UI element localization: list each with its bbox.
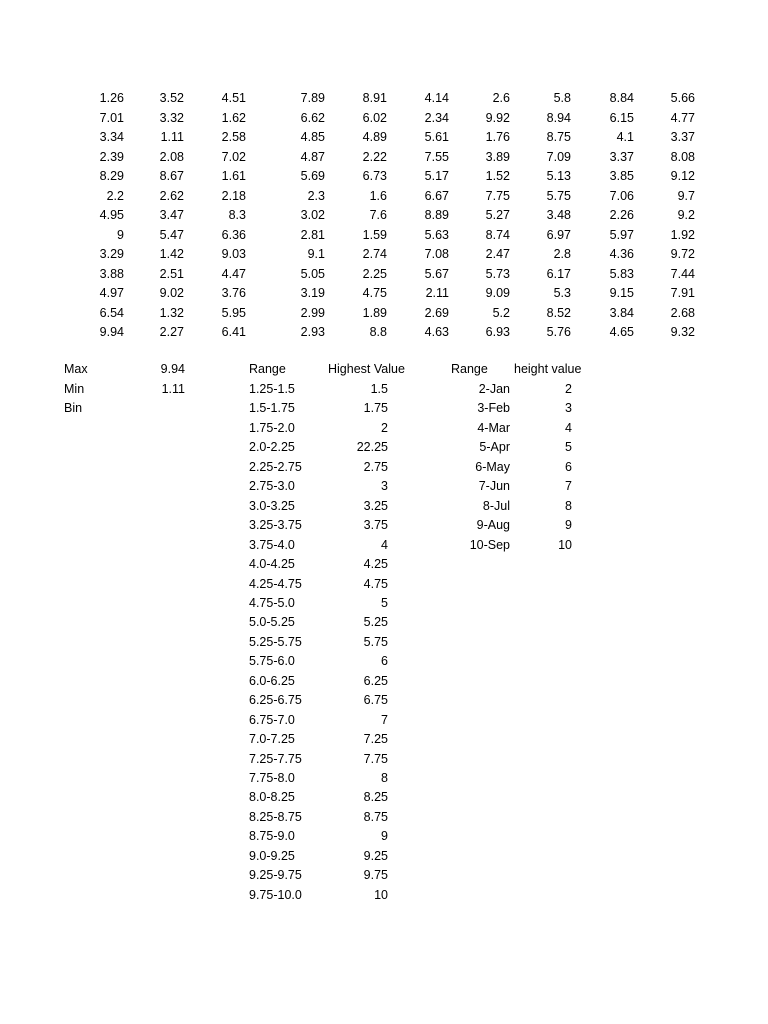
range-cell: 9.75-10.0	[249, 887, 302, 902]
highest-value-cell: 4.75	[363, 576, 388, 591]
grid-cell: 4.36	[609, 247, 634, 261]
grid-cell: 6.67	[424, 188, 449, 203]
grid-cell: 1.52	[485, 169, 510, 183]
range-cell: 4.0-4.25	[249, 557, 295, 572]
range-cell: 4.25-4.75	[249, 576, 302, 591]
grid-cell: 8.74	[485, 227, 510, 242]
highest-value-cell: 3.75	[363, 518, 388, 533]
range-cell: 3.25-3.75	[249, 518, 302, 533]
grid-cell: 3.88	[99, 266, 124, 281]
range-cell: 1.25-1.5	[249, 382, 295, 396]
grid-cell: 5.63	[424, 227, 449, 242]
grid-cell: 4.63	[424, 325, 449, 339]
grid-cell: 9.94	[99, 325, 124, 339]
height-value-cell: 2	[565, 382, 572, 396]
grid-cell: 4.95	[99, 208, 124, 222]
grid-cell: 9.72	[670, 247, 695, 261]
grid-row	[60, 245, 710, 265]
grid-cell: 7.6	[369, 208, 387, 222]
grid-row	[60, 187, 710, 207]
highest-value-cell: 6.75	[363, 693, 388, 708]
date-range-cell: 6-May	[475, 459, 510, 474]
grid-cell: 2.34	[424, 110, 449, 125]
grid-cell: 8.8	[369, 325, 387, 339]
date-range-cell: 8-Jul	[482, 498, 510, 513]
height-value-cell: 4	[565, 420, 572, 435]
highest-value-cell: 4	[381, 537, 388, 552]
highest-value-header: Highest Value	[328, 362, 405, 376]
range-cell: 7.0-7.25	[249, 732, 295, 747]
grid-row	[60, 167, 710, 187]
grid-cell: 5.2	[492, 305, 510, 320]
range-cell: 2.25-2.75	[249, 459, 302, 474]
grid-cell: 8.75	[546, 130, 571, 144]
grid-cell: 2.8	[553, 247, 571, 261]
grid-cell: 9.2	[677, 208, 695, 222]
date-range-cell: 4-Mar	[477, 420, 510, 435]
highest-value-cell: 5.75	[363, 634, 388, 649]
grid-cell: 3.02	[300, 208, 325, 222]
grid-cell: 2.51	[159, 266, 184, 281]
grid-cell: 1.89	[362, 305, 387, 320]
grid-cell: 9.7	[677, 188, 695, 203]
grid-cell: 8.52	[546, 305, 571, 320]
highest-value-cell: 8.25	[363, 790, 388, 805]
grid-cell: 6.93	[485, 325, 510, 339]
grid-cell: 2.6	[492, 91, 510, 105]
grid-cell: 1.26	[99, 91, 124, 105]
date-range-cell: 2-Jan	[478, 382, 510, 396]
grid-cell: 3.48	[546, 208, 571, 222]
grid-cell: 4.14	[424, 91, 449, 105]
grid-cell: 7.44	[670, 266, 695, 281]
highest-value-cell: 9	[381, 829, 388, 844]
grid-row	[60, 304, 710, 324]
grid-cell: 5.17	[424, 169, 449, 183]
min-label: Min	[64, 382, 85, 396]
grid-cell: 5.27	[485, 208, 510, 222]
grid-cell: 7.02	[221, 149, 246, 164]
grid-cell: 2.18	[221, 188, 246, 203]
grid-row	[60, 226, 710, 246]
grid-cell: 9.32	[670, 325, 695, 339]
grid-cell: 6.62	[300, 110, 325, 125]
grid-cell: 8.08	[670, 149, 695, 164]
grid-cell: 4.65	[609, 325, 634, 339]
height-value-cell: 10	[558, 537, 572, 552]
grid-cell: 7.08	[424, 247, 449, 261]
grid-row	[60, 284, 710, 304]
grid-row	[60, 323, 710, 343]
range-cell: 6.25-6.75	[249, 693, 302, 708]
grid-cell: 5.95	[221, 305, 246, 320]
grid-cell: 3.37	[609, 149, 634, 164]
grid-cell: 2.68	[670, 305, 695, 320]
grid-cell: 9	[117, 227, 124, 242]
grid-cell: 1.62	[221, 110, 246, 125]
highest-value-cell: 9.25	[363, 848, 388, 863]
grid-cell: 6.41	[221, 325, 246, 339]
highest-value-cell: 8.75	[363, 809, 388, 824]
grid-cell: 5.66	[670, 91, 695, 105]
grid-cell: 2.81	[300, 227, 325, 242]
grid-cell: 4.75	[362, 286, 387, 300]
grid-cell: 5.47	[159, 227, 184, 242]
grid-cell: 6.15	[609, 110, 634, 125]
grid-cell: 4.85	[300, 130, 325, 144]
grid-cell: 6.17	[546, 266, 571, 281]
grid-cell: 4.51	[221, 91, 246, 105]
range-cell: 5.25-5.75	[249, 634, 302, 649]
highest-value-cell: 22.25	[356, 440, 388, 455]
highest-value-cell: 2	[381, 420, 388, 435]
highest-value-cell: 4.25	[363, 557, 388, 572]
range-cell: 6.75-7.0	[249, 712, 295, 727]
range-cell: 9.25-9.75	[249, 868, 302, 883]
grid-cell: 2.22	[362, 149, 387, 164]
height-value-cell: 9	[565, 518, 572, 533]
highest-value-cell: 2.75	[363, 459, 388, 474]
grid-cell: 5.73	[485, 266, 510, 281]
range-header: Range	[249, 362, 286, 376]
range-cell: 7.75-8.0	[249, 771, 295, 785]
grid-row	[60, 148, 710, 168]
grid-cell: 7.01	[99, 110, 124, 125]
height-value-cell: 5	[565, 440, 572, 455]
grid-cell: 7.55	[424, 149, 449, 164]
grid-cell: 8.84	[609, 91, 634, 105]
grid-row	[60, 89, 710, 109]
range-cell: 5.75-6.0	[249, 654, 295, 669]
max-value: 9.94	[160, 362, 185, 376]
grid-cell: 2.47	[485, 247, 510, 261]
grid-cell: 5.83	[609, 266, 634, 281]
date-range-cell: 9-Aug	[476, 518, 510, 533]
range-cell: 2.0-2.25	[249, 440, 295, 455]
grid-cell: 1.32	[159, 305, 184, 320]
range-cell: 7.25-7.75	[249, 751, 302, 766]
grid-cell: 7.89	[300, 91, 325, 105]
highest-value-cell: 7.75	[363, 751, 388, 766]
grid-cell: 3.47	[159, 208, 184, 222]
range-cell: 9.0-9.25	[249, 848, 295, 863]
highest-value-cell: 10	[374, 887, 388, 902]
highest-value-cell: 3	[381, 479, 388, 494]
grid-cell: 7.06	[609, 188, 634, 203]
min-value: 1.11	[161, 382, 185, 396]
grid-cell: 1.42	[159, 247, 184, 261]
grid-cell: 1.61	[221, 169, 246, 183]
grid-row	[60, 265, 710, 285]
grid-cell: 2.2	[106, 188, 124, 203]
grid-cell: 2.99	[300, 305, 325, 320]
grid-cell: 5.76	[546, 325, 571, 339]
grid-cell: 5.67	[424, 266, 449, 281]
date-range-header: Range	[451, 362, 488, 376]
grid-cell: 5.97	[609, 227, 634, 242]
grid-cell: 3.29	[99, 247, 124, 261]
highest-value-cell: 8	[381, 771, 388, 785]
highest-value-cell: 1.75	[363, 401, 388, 416]
grid-cell: 2.69	[424, 305, 449, 320]
date-range-cell: 3-Feb	[477, 401, 510, 416]
height-value-header: height value	[514, 362, 582, 376]
highest-value-cell: 7.25	[363, 732, 388, 747]
highest-value-cell: 9.75	[363, 868, 388, 883]
grid-cell: 8.3	[228, 208, 246, 222]
range-cell: 3.0-3.25	[249, 498, 295, 513]
height-value-cell: 6	[565, 459, 572, 474]
date-range-cell: 5-Apr	[479, 440, 510, 455]
grid-cell: 9.02	[159, 286, 184, 300]
grid-cell: 2.25	[362, 266, 387, 281]
grid-cell: 6.97	[546, 227, 571, 242]
grid-cell: 2.58	[221, 130, 246, 144]
grid-cell: 3.89	[485, 149, 510, 164]
grid-cell: 6.54	[99, 305, 124, 320]
grid-cell: 3.37	[670, 130, 695, 144]
grid-cell: 7.75	[485, 188, 510, 203]
grid-cell: 2.11	[425, 286, 449, 300]
grid-cell: 3.19	[300, 286, 325, 300]
grid-cell: 2.74	[362, 247, 387, 261]
grid-cell: 2.26	[609, 208, 634, 222]
grid-cell: 5.05	[300, 266, 325, 281]
grid-cell: 5.13	[546, 169, 571, 183]
grid-cell: 7.09	[546, 149, 571, 164]
grid-cell: 9.12	[670, 169, 695, 183]
range-cell: 8.25-8.75	[249, 809, 302, 824]
grid-cell: 1.76	[485, 130, 510, 144]
highest-value-cell: 5.25	[363, 615, 388, 630]
grid-cell: 4.1	[616, 130, 634, 144]
grid-cell: 4.89	[362, 130, 387, 144]
grid-cell: 8.67	[159, 169, 184, 183]
grid-cell: 9.03	[221, 247, 246, 261]
grid-cell: 3.52	[159, 91, 184, 105]
range-cell: 8.75-9.0	[249, 829, 295, 844]
range-cell: 4.75-5.0	[249, 595, 295, 610]
grid-cell: 9.1	[307, 247, 325, 261]
grid-cell: 3.84	[609, 305, 634, 320]
grid-cell: 4.87	[300, 149, 325, 164]
grid-cell: 8.94	[546, 110, 571, 125]
grid-cell: 5.8	[553, 91, 571, 105]
highest-value-cell: 3.25	[363, 498, 388, 513]
data-grid	[60, 89, 710, 343]
max-label: Max	[64, 362, 88, 376]
grid-cell: 2.08	[159, 149, 184, 164]
grid-cell: 4.47	[221, 266, 246, 281]
grid-cell: 1.6	[369, 188, 387, 203]
grid-cell: 5.61	[424, 130, 449, 144]
grid-cell: 1.59	[362, 227, 387, 242]
grid-cell: 3.32	[159, 110, 184, 125]
range-cell: 2.75-3.0	[249, 479, 295, 494]
grid-cell: 3.76	[221, 286, 246, 300]
grid-row	[60, 128, 710, 148]
grid-cell: 6.73	[362, 169, 387, 183]
grid-cell: 2.39	[99, 149, 124, 164]
grid-cell: 5.3	[553, 286, 571, 300]
grid-row	[60, 206, 710, 226]
grid-cell: 4.77	[670, 110, 695, 125]
range-cell: 1.75-2.0	[249, 420, 295, 435]
grid-cell: 6.36	[221, 227, 246, 242]
grid-cell: 9.15	[609, 286, 634, 300]
grid-cell: 2.62	[159, 188, 184, 203]
grid-cell: 3.85	[609, 169, 634, 183]
grid-cell: 3.34	[99, 130, 124, 144]
range-cell: 1.5-1.75	[249, 401, 295, 416]
grid-cell: 1.92	[670, 227, 695, 242]
bin-label: Bin	[64, 401, 83, 415]
grid-cell: 8.89	[424, 208, 449, 222]
range-cell: 6.0-6.25	[249, 673, 295, 688]
grid-cell: 4.97	[99, 286, 124, 300]
highest-value-cell: 1.5	[370, 382, 388, 396]
highest-value-cell: 6.25	[363, 673, 388, 688]
grid-cell: 2.27	[159, 325, 184, 339]
grid-cell: 8.91	[362, 91, 387, 105]
grid-cell: 9.92	[485, 110, 510, 125]
grid-row	[60, 109, 710, 129]
grid-cell: 7.91	[670, 286, 695, 300]
grid-cell: 8.29	[99, 169, 124, 183]
highest-value-cell: 7	[381, 712, 388, 727]
range-cell: 8.0-8.25	[249, 790, 295, 805]
height-value-cell: 7	[565, 479, 572, 494]
grid-cell: 2.93	[300, 325, 325, 339]
range-cell: 5.0-5.25	[249, 615, 295, 630]
height-value-cell: 3	[565, 401, 572, 416]
grid-cell: 9.09	[485, 286, 510, 300]
height-value-cell: 8	[565, 498, 572, 513]
grid-cell: 1.11	[160, 130, 184, 144]
range-cell: 3.75-4.0	[249, 537, 295, 552]
date-range-cell: 7-Jun	[478, 479, 510, 494]
highest-value-cell: 6	[381, 654, 388, 669]
grid-cell: 6.02	[362, 110, 387, 125]
highest-value-cell: 5	[381, 595, 388, 610]
grid-cell: 5.75	[546, 188, 571, 203]
date-range-cell: 10-Sep	[469, 537, 510, 552]
grid-cell: 5.69	[300, 169, 325, 183]
grid-cell: 2.3	[307, 188, 325, 203]
